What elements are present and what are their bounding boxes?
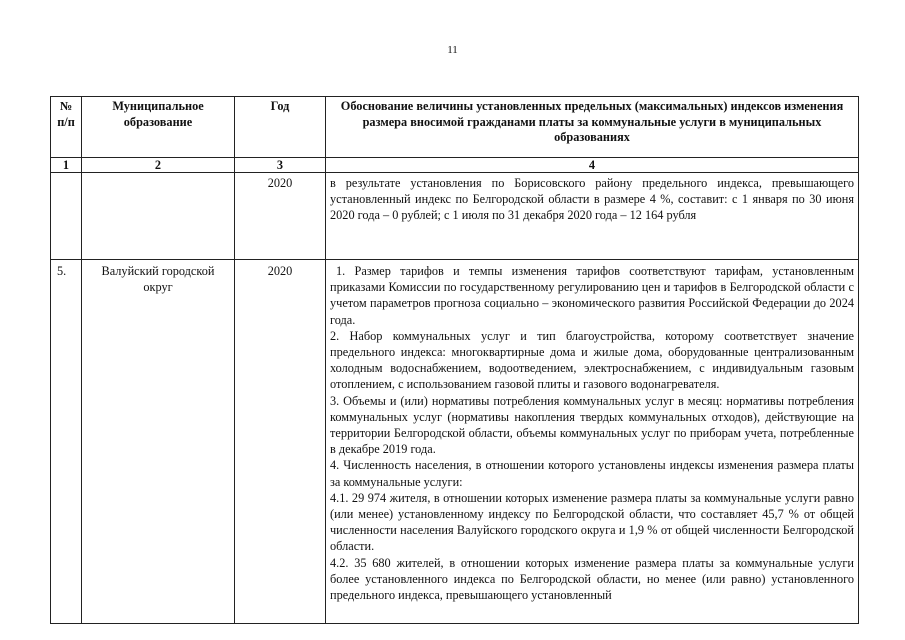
justification-paragraph: 2. Набор коммунальных услуг и тип благоустройства, которому соответствует значение предельного индекса: многоквартирные дома и жилые дома, оборудованные централизованным холодным водоснабжением, водоотведением, электроснабжением, с индивидуальным газовым отоплением, с использованием газовой плиты и газового водонагревателя. [330,328,854,392]
indices-table [50,96,859,624]
table-row [51,260,859,624]
column-number-row [51,158,859,173]
header-num: № п/п [51,97,82,158]
row-municipality: Валуйский городской округ [82,260,235,624]
row-num [51,173,82,260]
column-number: 2 [82,158,235,173]
column-number: 4 [326,158,859,173]
header-year: Год [235,97,326,158]
column-number: 3 [235,158,326,173]
justification-paragraph: 4.2. 35 680 жителей, в отношении которых изменение размера платы за коммунальные услуги более установленного индекса по Белгородской области, но менее (или равно) установленного предельного индекса, превышающего установленный [330,555,854,603]
justification-paragraph: 4.1. 29 974 жителя, в отношении которых изменение размера платы за коммунальные услуги равно (или менее) установленному индексу по Белгородской области, что составляет 45,7 % от общей численности населения Валуйского городского округа и 1,9 % от общей численности Белгородской области. [330,490,854,554]
table-header-row [51,97,859,158]
header-municipality: Муниципальное образование [82,97,235,158]
page-number: 11 [447,44,458,56]
justification-paragraph: 3. Объемы и (или) нормативы потребления коммунальных услуг в месяц: нормативы потребления коммунальных услуг (нормативы накопления твердых коммунальных отходов), действующие на территории Белгородской области, объемы коммунальных услуг по приборам учета, потребленные в декабре 2019 года. [330,393,854,457]
table-row [51,173,859,260]
justification-paragraph: 1. Размер тарифов и темпы изменения тарифов соответствуют тарифам, установленным приказами Комиссии по государственному регулированию цен и тарифов в Белгородской области с учетом параметров прогноза социально – экономического развития Российской Федерации до 2024 года. [330,264,854,327]
row-num: 5. [51,260,82,624]
row-justification [326,173,859,260]
row-municipality [82,173,235,260]
justification-paragraph: в результате установления по Борисовского району предельного индекса, превышающего установленный индекс по Белгородской области в размере 4 %, составит: с 1 января по 30 июня 2020 года – 0 рублей; с 1 июля по 31 декабря 2020 года – 12 164 рубля [330,176,854,223]
row-year: 2020 [235,173,326,260]
column-number: 1 [51,158,82,173]
row-justification [326,260,859,624]
justification-paragraph: 4. Численность населения, в отношении которого установлены индексы изменения размера платы за коммунальные услуги: [330,458,854,489]
header-justification: Обоснование величины установленных предельных (максимальных) индексов изменения размера вносимой гражданами платы за коммунальные услуги в муниципальных образованиях [326,97,859,158]
row-year: 2020 [235,260,326,624]
